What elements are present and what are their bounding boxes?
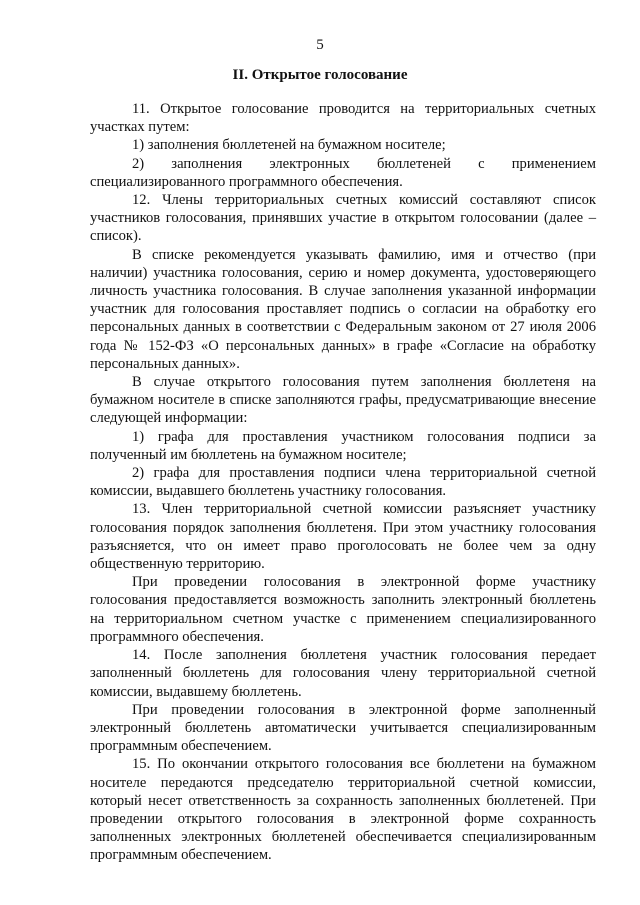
paragraph: В списке рекомендуется указывать фамилию, имя и отчество (при наличии) участника голосования, серию и номер документа, удостоверяющего личность участника голосования. В случае заполнения указанной информации участник для голосования проставляет подпись о согласии на обработку его персональных данных в соответствии с Федеральным законом от 27 июля 2006 года № 152-ФЗ «О персональных данных» в графе «Согласие на обработку персональных данных». [90,246,596,372]
page-number: 5 [316,37,324,53]
body-text [90,100,596,865]
paragraph: 1) заполнения бюллетеней на бумажном носителе; [132,137,446,154]
paragraph: 2) графа для проставления подписи члена территориальной счетной комиссии, выдавшего бюллетень участнику голосования. [90,465,596,500]
paragraph: В случае открытого голосования путем заполнения бюллетеня на бумажном носителе в списке заполняются графы, предусматривающие внесение следующей информации: [90,374,596,427]
paragraph: 11. Открытое голосование проводится на территориальных счетных участках путем: [90,101,596,136]
paragraph: При проведении голосования в электронной форме участнику голосования предоставляется возможность заполнить электронный бюллетень на территориальном счетном участке с применением специализированного программного обеспечения. [90,574,596,645]
section-title: II. Открытое голосование [232,67,408,83]
paragraph: 1) графа для проставления участником голосования подписи за полученный им бюллетень на бумажном носителе; [90,428,596,463]
paragraph: При проведении голосования в электронной форме заполненный электронный бюллетень автоматически учитывается специализированным программным обеспечением. [90,701,596,755]
paragraph: 2) заполнения электронных бюллетеней с применением специализированного программного обеспечения. [90,155,596,190]
paragraph: 14. После заполнения бюллетеня участник голосования передает заполненный бюллетень для голосования члену территориальной счетной комиссии, выдавшему бюллетень. [90,647,596,700]
paragraph: 12. Члены территориальных счетных комиссий составляют список участников голосования, принявших участие в открытом голосовании (далее – список). [90,192,596,245]
paragraph: 13. Член территориальной счетной комиссии разъясняет участнику голосования порядок заполнения бюллетеня. При этом участнику голосования разъясняется, что он имеет право проголосовать не более чем за одну общественную территорию. [90,501,596,573]
paragraph: 15. По окончании открытого голосования все бюллетени на бумажном носителе передаются председателю территориальной счетной комиссии, который несет ответственность за сохранность заполненных бюллетеней. При проведении открытого голосования в электронной форме сохранность заполненных электронных бюллетеней обеспечивается специализированным программным обеспечением. [90,756,596,864]
